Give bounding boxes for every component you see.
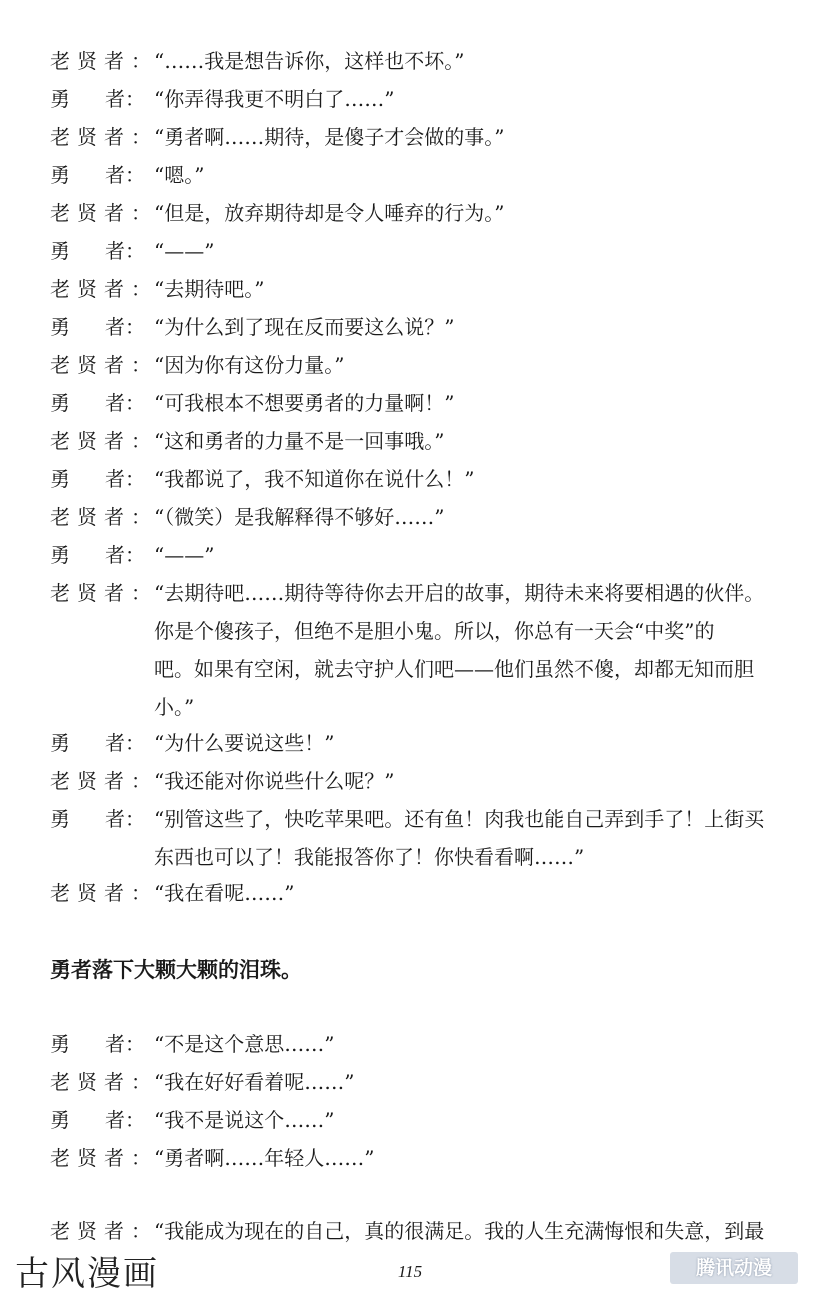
- dialogue-text: “……我是想告诉你，这样也不坏。”: [154, 49, 465, 73]
- page-number: 115: [397, 1262, 423, 1281]
- book-page: 老贤者： “……我是想告诉你，这样也不坏。” 勇 者： “你弄得我更不明白了……” 老贤者： “勇者啊……期待，是傻子才会做的事。” 勇 者： “嗯。” 老贤者： “但是，放弃期待却是令人唾弃的行为。” 勇 者： “——” 老贤者： “去期待吧。” 勇 者： “为什么到了现在反而要这么说？” 老贤者： “因为你有这份力量。” 勇 者： “可我根本不想要勇者的力量啊！” 老贤者： “这和勇者的力量不是一回事哦。” 勇 者： “我都说了，我不知道你在说什么！” 老贤者： “（微笑）是我解释得不够好……” 勇 者： “——” 老贤者： “去期待吧……期待等待你去开启的故事，期待未来将要相遇的伙伴。 你是个傻孩子，但绝不是胆小鬼。所以，你总有一天会“中奖”的 吧。如果有空闲，就去守护人们吧——他们虽然不傻，却都无知而胆 小。” 勇 者： “为什么要说这些！” 老贤者： “我还能对你说些什么呢？” 勇 者： “别管这些了，快吃苹果吧。还有鱼！肉我也能自己弄到手了！上街买 东西也可以了！我能报答你了！你快看看啊……” 老贤者： “我在看呢……” 勇者落下大颗大颗的泪珠。 勇 者： “不是这个意思……” 老贤者： “我在好好看着呢……” 勇 者： “我不是说这个……” 老贤者： “勇者啊……年轻人……” 老贤者： “我能成为现在的自己，真的很满足。我的人生充满悔恨和失意，到最 115 古风漫画 腾讯动漫: [0, 0, 820, 1291]
- dialogue-text: “我还能对你说些什么呢？”: [154, 769, 395, 793]
- dialogue-text: “我在看呢……”: [154, 881, 295, 905]
- speaker-old-sage: 老贤者：: [50, 49, 158, 73]
- dialogue-text: “去期待吧。”: [154, 277, 265, 301]
- dialogue-text: “你弄得我更不明白了……”: [154, 87, 395, 111]
- dialogue-text: “勇者啊……年轻人……”: [154, 1146, 375, 1170]
- dialogue-text: “——”: [154, 543, 215, 567]
- dialogue-text: “不是这个意思……”: [154, 1032, 335, 1056]
- dialogue-text: “去期待吧……期待等待你去开启的故事，期待未来将要相遇的伙伴。: [154, 581, 765, 605]
- dialogue-text: “别管这些了，快吃苹果吧。还有鱼！肉我也能自己弄到手了！上街买: [154, 807, 765, 831]
- dialogue-text: “我能成为现在的自己，真的很满足。我的人生充满悔恨和失意，到最: [154, 1219, 765, 1243]
- speaker-old-sage: 老贤者：: [50, 769, 158, 793]
- dialogue-text: “（微笑）是我解释得不够好……”: [154, 505, 445, 529]
- dialogue-text: “嗯。”: [154, 163, 205, 187]
- dialogue-continuation: 吧。如果有空闲，就去守护人们吧——他们虽然不傻，却都无知而胆: [154, 657, 754, 681]
- dialogue-text: “我在好好看着呢……”: [154, 1070, 355, 1094]
- speaker-old-sage: 老贤者：: [50, 505, 158, 529]
- speaker-old-sage: 老贤者：: [50, 125, 158, 149]
- watermark-left: 古风漫画: [15, 1254, 159, 1294]
- speaker-old-sage: 老贤者：: [50, 1219, 158, 1243]
- dialogue-text: “为什么到了现在反而要这么说？”: [154, 315, 455, 339]
- speaker-old-sage: 老贤者：: [50, 277, 158, 301]
- narration: 勇者落下大颗大颗的泪珠。: [50, 958, 302, 982]
- speaker-old-sage: 老贤者：: [50, 581, 158, 605]
- dialogue-text: “可我根本不想要勇者的力量啊！”: [154, 391, 455, 415]
- dialogue-text: “这和勇者的力量不是一回事哦。”: [154, 429, 445, 453]
- speaker-old-sage: 老贤者：: [50, 1070, 158, 1094]
- dialogue-continuation: 东西也可以了！我能报答你了！你快看看啊……”: [154, 845, 585, 869]
- speaker-old-sage: 老贤者：: [50, 201, 158, 225]
- dialogue-text: “因为你有这份力量。”: [154, 353, 345, 377]
- dialogue-text: “我不是说这个……”: [154, 1108, 335, 1132]
- dialogue-continuation: 你是个傻孩子，但绝不是胆小鬼。所以，你总有一天会“中奖”的: [154, 619, 715, 643]
- dialogue-text: “——”: [154, 239, 215, 263]
- watermark-right: 腾讯动漫: [670, 1252, 798, 1284]
- dialogue-continuation: 小。”: [154, 695, 195, 719]
- dialogue-text: “但是，放弃期待却是令人唾弃的行为。”: [154, 201, 505, 225]
- dialogue-text: “我都说了，我不知道你在说什么！”: [154, 467, 475, 491]
- dialogue-text: “为什么要说这些！”: [154, 731, 335, 755]
- speaker-old-sage: 老贤者：: [50, 1146, 158, 1170]
- speaker-old-sage: 老贤者：: [50, 881, 158, 905]
- dialogue-text: “勇者啊……期待，是傻子才会做的事。”: [154, 125, 505, 149]
- speaker-old-sage: 老贤者：: [50, 429, 158, 453]
- speaker-old-sage: 老贤者：: [50, 353, 158, 377]
